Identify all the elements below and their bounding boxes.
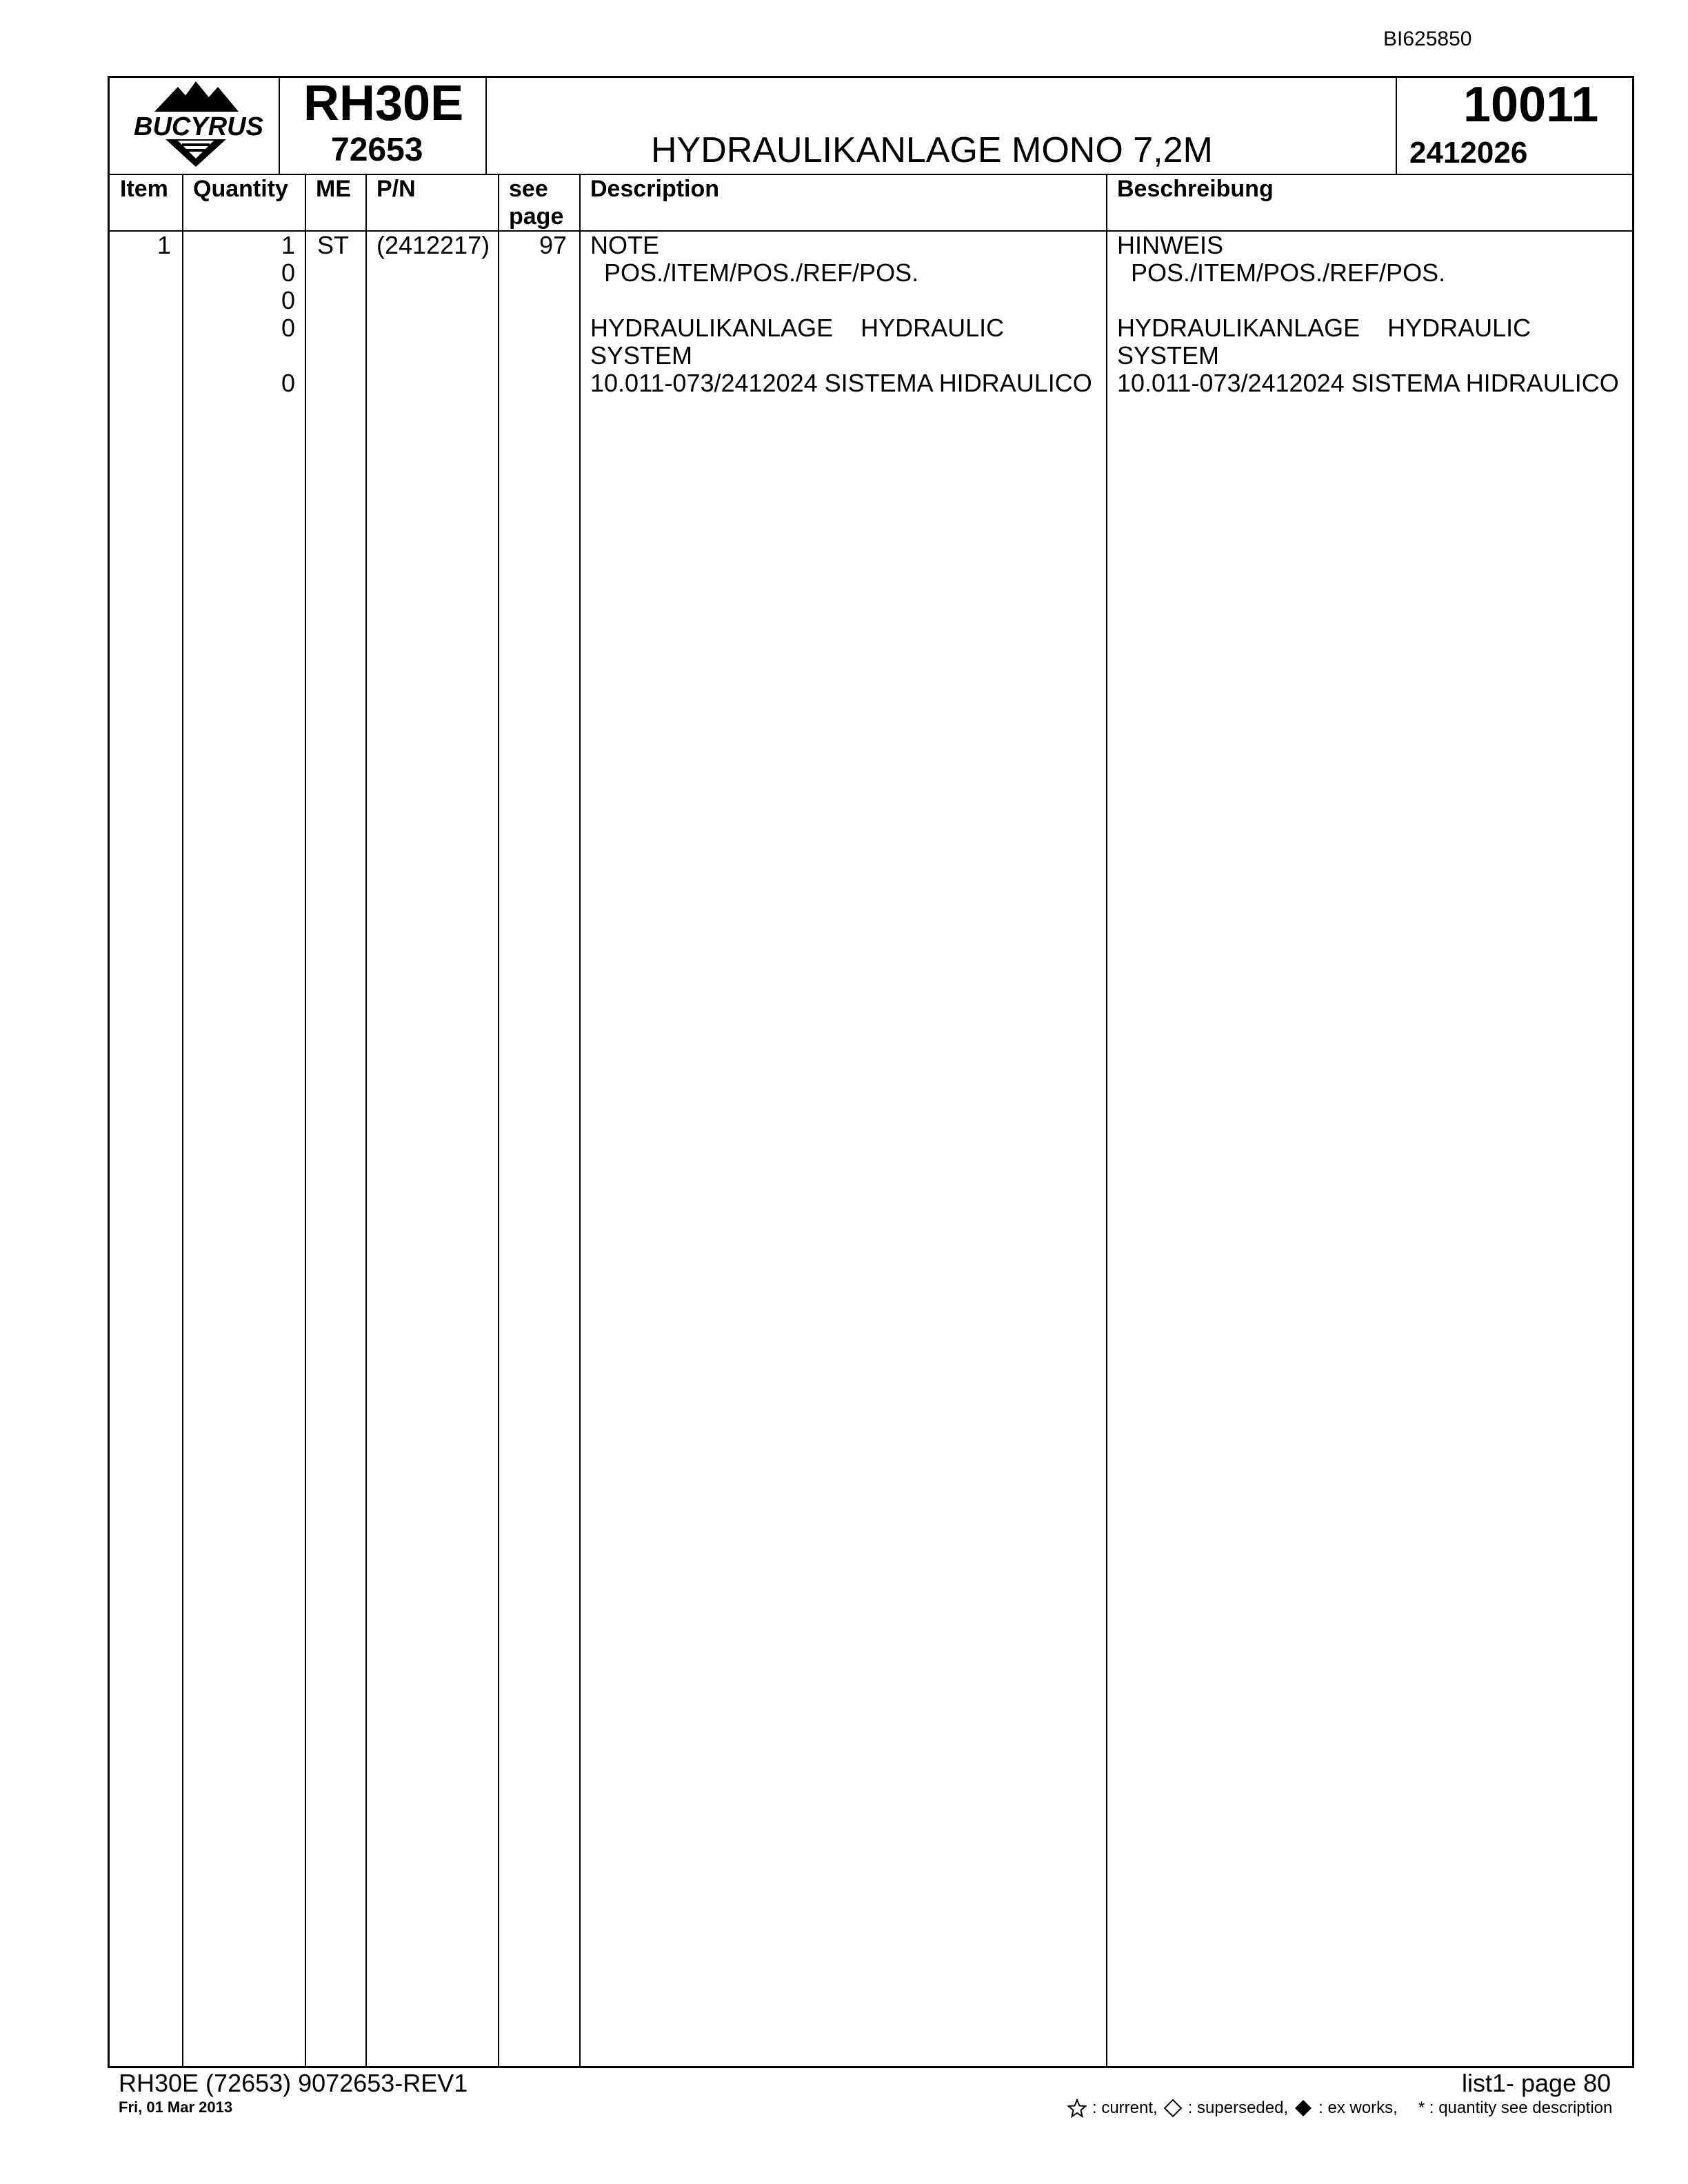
model-name: RH30E — [303, 76, 464, 131]
col-divider-quantity — [305, 174, 306, 2068]
row-description-line: HYDRAULIKANLAGE HYDRAULIC — [590, 314, 1005, 342]
footer-page-number: list1- page 80 — [1462, 2069, 1611, 2097]
col-divider-description — [1106, 174, 1107, 2068]
row-quantity-line: 0 — [281, 286, 295, 314]
col-header-beschreibung: Beschreibung — [1117, 176, 1274, 202]
row-beschreibung-line: POS./ITEM/POS./REF/POS. — [1117, 259, 1446, 287]
logo-text: BUCYRUS — [134, 112, 263, 141]
logo-divider — [279, 76, 280, 174]
legend — [1067, 2099, 1612, 2118]
row-beschreibung-line: SYSTEM — [1117, 341, 1220, 370]
legend-current: : current, — [1092, 2099, 1158, 2117]
group-number: 10011 — [1463, 77, 1599, 132]
col-divider-item — [182, 174, 183, 2068]
footer-document-ref: RH30E (72653) 9072653-REV1 — [119, 2069, 468, 2097]
row-item: 1 — [157, 231, 171, 259]
col-header-item: Item — [120, 176, 168, 202]
col-header-quantity: Quantity — [193, 176, 288, 202]
col-header-me: ME — [316, 176, 351, 202]
col-header-description: Description — [590, 176, 720, 202]
col-header-see: see — [509, 176, 548, 202]
star-outline-icon — [1067, 2099, 1087, 2118]
serial-number: 72653 — [331, 132, 423, 168]
diamond-outline-icon — [1163, 2099, 1183, 2118]
model-divider — [485, 76, 487, 174]
col-divider-see-page — [579, 174, 581, 2068]
row-description-line: NOTE — [590, 231, 660, 259]
assembly-part-number: 2412026 — [1409, 136, 1528, 170]
col-header-pn: P/N — [376, 176, 416, 202]
legend-quantity-note: * : quantity see description — [1418, 2099, 1613, 2117]
title-divider — [1396, 76, 1397, 174]
col-divider-pn — [498, 174, 499, 2068]
bucyrus-logo — [116, 77, 276, 174]
legend-ex-works: : ex works, — [1318, 2099, 1398, 2117]
row-quantity-line: 0 — [281, 369, 295, 397]
legend-superseded: : superseded, — [1187, 2099, 1289, 2117]
row-me: ST — [317, 231, 350, 259]
row-description-line: POS./ITEM/POS./REF/POS. — [590, 259, 919, 287]
row-part-number: (2412217) — [376, 231, 490, 259]
row-beschreibung-line: HINWEIS — [1117, 231, 1224, 259]
row-beschreibung-line: HYDRAULIKANLAGE HYDRAULIC — [1117, 314, 1531, 342]
row-quantity-line: 0 — [281, 314, 295, 342]
col-divider-me — [365, 174, 367, 2068]
row-description-line: SYSTEM — [590, 341, 693, 370]
row-description-line: 10.011-073/2412024 SISTEMA HIDRAULICO — [590, 369, 1092, 397]
diamond-filled-icon — [1294, 2099, 1313, 2118]
page-title: HYDRAULIKANLAGE MONO 7,2M — [651, 130, 1213, 170]
row-quantity-line: 1 — [281, 231, 295, 259]
col-header-page: page — [509, 203, 564, 230]
row-quantity-line: 0 — [281, 259, 295, 287]
row-beschreibung-line: 10.011-073/2412024 SISTEMA HIDRAULICO — [1117, 369, 1619, 397]
footer-date: Fri, 01 Mar 2013 — [119, 2099, 233, 2116]
document-id: BI625850 — [1383, 28, 1472, 50]
row-see-page: 97 — [539, 231, 567, 259]
